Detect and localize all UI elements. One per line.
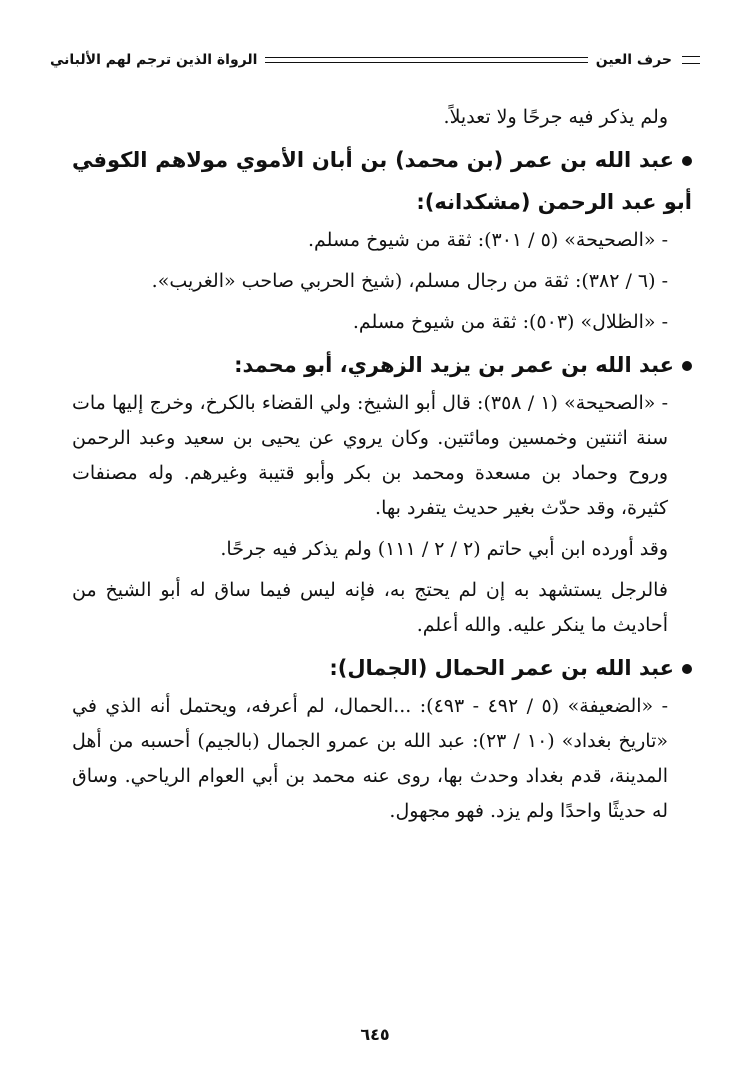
entry-heading-text: عبد الله بن عمر بن يزيد الزهري، أبو محمد:: [234, 353, 674, 377]
entry-heading: [72, 647, 692, 689]
entry-heading: [72, 344, 692, 386]
entry-item: - «الصحيحة» (١ / ٣٥٨): قال أبو الشيخ: ولي القضاء بالكرخ، وخرج إليها مات سنة اثنتين وخمسين ومائتين. وكان يروي عن يحيى بن سعيد وعبد الرحمن وروح وحماد بن مسعدة ومحمد بن بكر وأبو قتيبة وغيرهم. وله مصنفات كثيرة، وقد حدّث بغير حديث يتفرد بها.: [72, 392, 669, 519]
entry-heading-text: عبد الله بن عمر الحمال (الجمال):: [329, 656, 674, 680]
header-double-rule: [265, 57, 587, 63]
entry-item: - «الظلال» (٥٠٣): ثقة من شيوخ مسلم.: [352, 311, 668, 333]
page-body: [72, 100, 692, 829]
header-section-title: الرواة الذين ترجم لهم الألباني: [50, 52, 258, 68]
entry-heading: [72, 139, 692, 223]
bullet-icon: [682, 156, 692, 166]
entry-item: - «الصحيحة» (٥ / ٣٠١): ثقة من شيوخ مسلم.: [307, 229, 668, 251]
entry-item: فالرجل يستشهد به إن لم يحتج به، فإنه ليس فيما ساق له أبو الشيخ من أحاديث ما ينكر عليه. والله أعلم.: [72, 579, 668, 636]
intro-line: ولم يذكر فيه جرحًا ولا تعديلاً.: [443, 106, 668, 128]
bullet-icon: [682, 361, 692, 371]
header-chapter-title: حرف العين: [595, 52, 672, 68]
entry-item: وقد أورده ابن أبي حاتم (٢ / ٢ / ١١١) ولم يذكر فيه جرحًا.: [220, 538, 668, 560]
page-number: ٦٤٥: [360, 1025, 390, 1044]
header-double-rule-marker: [682, 56, 700, 64]
entry-item: - «الضعيفة» (٥ / ٤٩٢ - ٤٩٣): ...الحمال، لم أعرفه، ويحتمل أنه الذي في «تاريخ بغداد» (١٠ / ٢٣): عبد الله بن عمرو الجمال (بالجيم) أحسبه من أهل المدينة، قدم بغداد وحدث بها، روى عنه محمد بن أبي العوام الرياحي. وساق له حديثًا واحدًا ولم يزد. فهو مجهول.: [72, 695, 669, 822]
entry-item: - (٦ / ٣٨٢): ثقة من رجال مسلم، (شيخ الحربي صاحب «الغريب».: [151, 270, 668, 292]
entry-heading-text: عبد الله بن عمر (بن محمد) بن أبان الأموي مولاهم الكوفي أبو عبد الرحمن (مشكدانه):: [72, 148, 692, 214]
running-header: [50, 42, 700, 78]
bullet-icon: [682, 664, 692, 674]
